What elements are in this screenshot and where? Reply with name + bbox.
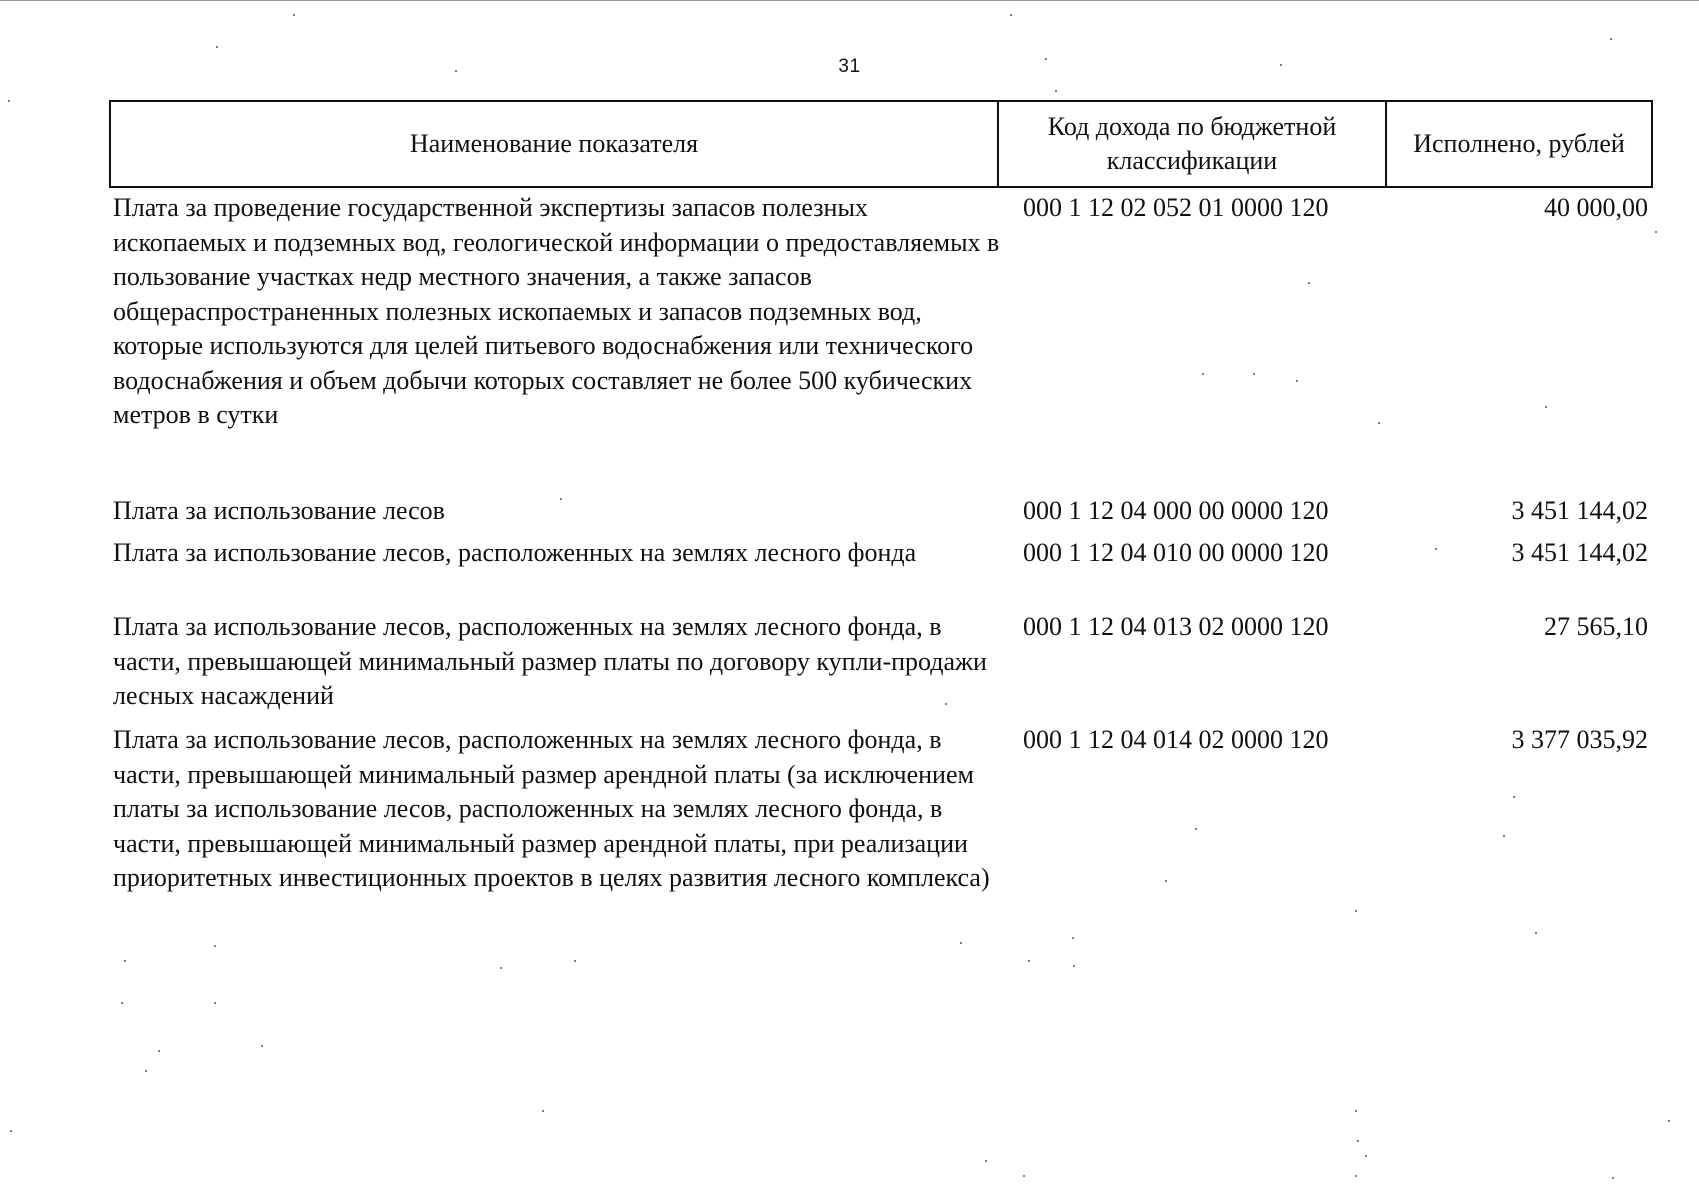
scan-speck — [1655, 231, 1657, 233]
scan-speck — [261, 1045, 263, 1047]
scan-speck — [1028, 960, 1030, 962]
scan-speck — [1378, 422, 1380, 424]
scan-speck — [560, 498, 562, 500]
row-name: Плата за использование лесов, расположенных на землях лесного фонда, в части, превышающей минимальный размер арендной платы (за исключением платы за использование лесов, расположенных на землях лесного фонда, в части, превышающей минимальный размер арендной платы, при реализации приоритетных инвестиционных проектов в целях развития лесного комплекса) — [113, 725, 990, 892]
header-name-column: Наименование показателя — [111, 102, 999, 186]
scan-speck — [124, 960, 126, 962]
scan-speck — [1165, 880, 1167, 882]
scan-speck — [158, 1050, 160, 1052]
row-amount: 3 451 144,02 — [1511, 496, 1648, 525]
page-number: 31 — [838, 56, 861, 77]
scan-speck — [1195, 828, 1197, 830]
scan-speck — [1610, 38, 1612, 40]
scan-speck — [1355, 1110, 1357, 1112]
row-name: Плата за использование лесов, расположенных на землях лесного фонда, в части, превышающей минимальный размер платы по договору купли-продажи лесных насаждений — [113, 612, 987, 710]
row-name: Плата за проведение государственной экспертизы запасов полезных ископаемых и подземных вод, геологической информации о предоставляемых в пользование участках недр местного значения, а также запасов общераспространенных полезных ископаемых и запасов подземных вод, которые используются для целей питьевого водоснабжения или технического водоснабжения и объем добычи которых составляет не более 500 кубических метров в сутки — [113, 193, 1000, 429]
row-name: Плата за использование лесов, расположенных на землях лесного фонда — [113, 538, 917, 567]
scan-speck — [1010, 14, 1012, 16]
row-amount: 40 000,00 — [1544, 193, 1648, 222]
scan-speck — [1545, 406, 1547, 408]
scan-speck — [10, 1130, 12, 1132]
row-amount: 3 377 035,92 — [1511, 725, 1648, 754]
row-code: 000 1 12 04 013 02 0000 120 — [1023, 612, 1329, 641]
row-code: 000 1 12 04 010 00 0000 120 — [1023, 538, 1329, 567]
scan-speck — [1202, 373, 1204, 375]
row-code: 000 1 12 04 000 00 0000 120 — [1023, 496, 1329, 525]
scan-speck — [214, 1002, 216, 1004]
table-header — [109, 100, 1653, 188]
row-name: Плата за использование лесов — [113, 496, 445, 525]
row-amount: 3 451 144,02 — [1511, 538, 1648, 567]
scan-speck — [1072, 937, 1074, 939]
scan-speck — [1668, 1120, 1670, 1122]
scan-speck — [1535, 932, 1537, 934]
scan-speck — [145, 1070, 147, 1072]
scan-speck — [1612, 1177, 1614, 1179]
scan-speck — [1365, 1155, 1367, 1157]
scan-top-edge — [0, 0, 1699, 1]
header-code-column: Код дохода по бюджетной классификации — [999, 102, 1387, 186]
scan-speck — [1355, 910, 1357, 912]
scan-speck — [500, 967, 502, 969]
scan-speck — [1045, 58, 1047, 60]
scan-speck — [945, 703, 947, 705]
scan-speck — [1513, 796, 1515, 798]
scan-speck — [1253, 373, 1255, 375]
scan-speck — [1280, 64, 1282, 66]
scan-speck — [960, 942, 962, 944]
row-code: 000 1 12 04 014 02 0000 120 — [1023, 725, 1329, 754]
scan-speck — [1503, 835, 1505, 837]
scan-speck — [985, 1160, 987, 1162]
scan-speck — [1055, 90, 1057, 92]
scan-speck — [216, 46, 218, 48]
scan-speck — [121, 1002, 123, 1004]
scan-speck — [1435, 548, 1437, 550]
header-amount-column: Исполнено, рублей — [1413, 129, 1625, 158]
scan-speck — [1023, 1175, 1025, 1177]
scan-speck — [1073, 965, 1075, 967]
scan-speck — [1296, 380, 1298, 382]
scan-speck — [455, 70, 457, 72]
row-code: 000 1 12 02 052 01 0000 120 — [1023, 193, 1329, 222]
scan-speck — [1357, 1140, 1359, 1142]
scan-speck — [574, 960, 576, 962]
scan-speck — [8, 100, 10, 102]
scan-speck — [293, 14, 295, 16]
row-amount: 27 565,10 — [1544, 612, 1648, 641]
scan-speck — [1355, 1175, 1357, 1177]
scan-speck — [214, 945, 216, 947]
scan-speck — [1308, 282, 1310, 284]
scan-speck — [542, 1110, 544, 1112]
